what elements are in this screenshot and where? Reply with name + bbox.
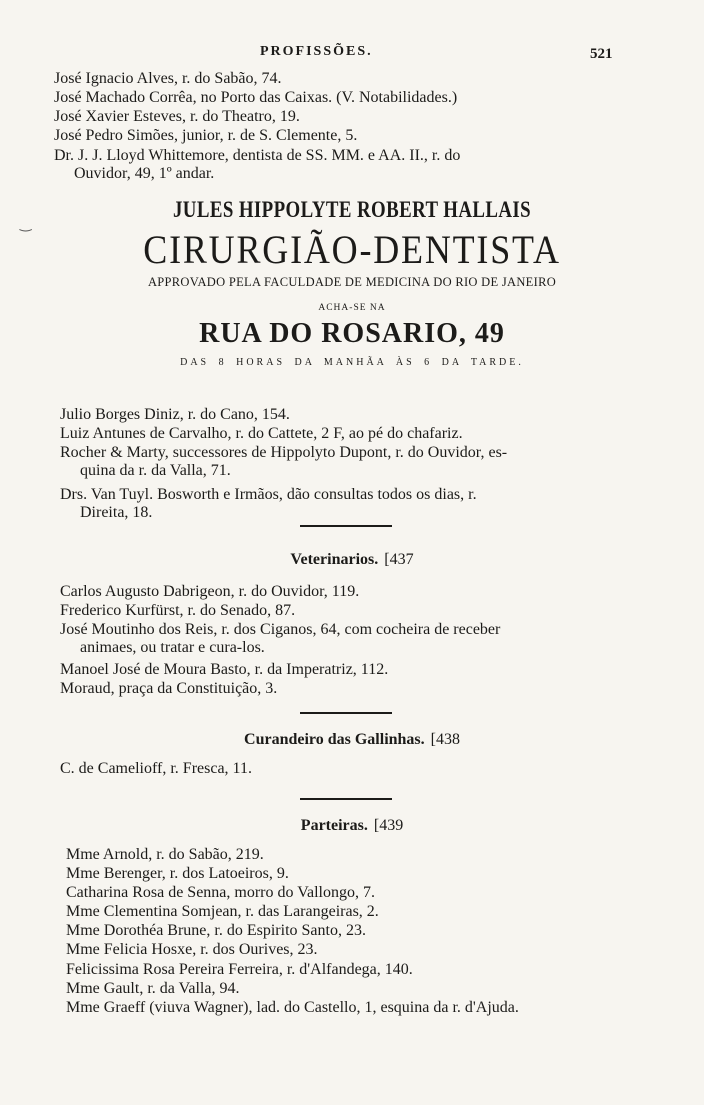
section-divider [300,712,392,714]
list-item: Luiz Antunes de Carvalho, r. do Cattete, 2 F, ao pé do chafariz. [60,425,463,442]
advert-title: CIRURGIÃO-DENTISTA [143,227,561,272]
list-item: José Ignacio Alves, r. do Sabão, 74. [54,70,282,87]
section-heading-veterinarios: Veterinarios. [437 [290,551,414,568]
list-item: Mme Arnold, r. do Sabão, 219. [66,846,264,863]
margin-mark: ‿ [20,217,32,232]
list-item: José Pedro Simões, junior, r. de S. Clemente, 5. [54,127,358,144]
page-header [0,44,704,66]
advert-approval: APPROVADO PELA FACULDADE DE MEDICINA DO RIO DE JANEIRO [147,275,557,289]
list-item: José Moutinho dos Reis, r. dos Ciganos, 64, com cocheira de receber animaes, ou tratar e cura-los. [60,621,501,656]
list-item: Frederico Kurfürst, r. do Senado, 87. [60,602,296,619]
list-item: Mme Felicia Hosxe, r. dos Ourives, 23. [66,941,318,958]
advert-address: RUA DO ROSARIO, 49 [199,318,505,349]
advert-hours: DAS 8 HORAS DA MANHÃA ÀS 6 DA TARDE. [180,357,524,368]
list-item: Mme Berenger, r. dos Latoeiros, 9. [66,865,289,882]
list-item: Mme Dorothéa Brune, r. do Espirito Santo, 23. [66,922,366,939]
list-item: Mme Graeff (viuva Wagner), lad. do Castello, 1, esquina da r. d'Ajuda. [66,999,519,1016]
section-divider [300,525,392,527]
list-item: Julio Borges Diniz, r. do Cano, 154. [60,406,290,423]
section-divider [300,798,392,800]
advert-name: JULES HIPPOLYTE ROBERT HALLAIS [172,197,532,222]
section-heading-curandeiro: Curandeiro das Gallinhas. [438 [244,731,460,748]
list-item: Mme Clementina Somjean, r. das Larangeiras, 2. [66,903,379,920]
list-item: Mme Gault, r. da Valla, 94. [66,980,240,997]
list-item: Catharina Rosa de Senna, morro do Vallongo, 7. [66,884,375,901]
list-item: José Xavier Esteves, r. do Theatro, 19. [54,108,300,125]
list-item: Rocher & Marty, successores de Hippolyto Dupont, r. do Ouvidor, es- quina da r. da Valla, 71. [60,444,508,479]
list-item: José Machado Corrêa, no Porto das Caixas. (V. Notabilidades.) [54,89,458,106]
list-item: Moraud, praça da Constituição, 3. [60,680,278,697]
section-heading-parteiras: Parteiras. [439 [300,817,404,834]
running-title: PROFISSÕES. [260,44,373,59]
list-item: Manoel José de Moura Basto, r. da Imperatriz, 112. [60,661,389,678]
list-item: Dr. J. J. Lloyd Whittemore, dentista de SS. MM. e AA. II., r. do Ouvidor, 49, 1º andar. [54,147,461,182]
list-item: Carlos Augusto Dabrigeon, r. do Ouvidor, 119. [60,583,360,600]
list-item: Felicissima Rosa Pereira Ferreira, r. d'Alfandega, 140. [66,961,413,978]
list-item: Drs. Van Tuyl. Bosworth e Irmãos, dão consultas todos os dias, r. Direita, 18. [60,486,477,521]
advert-located: ACHA-SE NA [318,303,386,313]
list-item: C. de Camelioff, r. Fresca, 11. [60,760,252,777]
page-number: 521 [590,46,613,62]
